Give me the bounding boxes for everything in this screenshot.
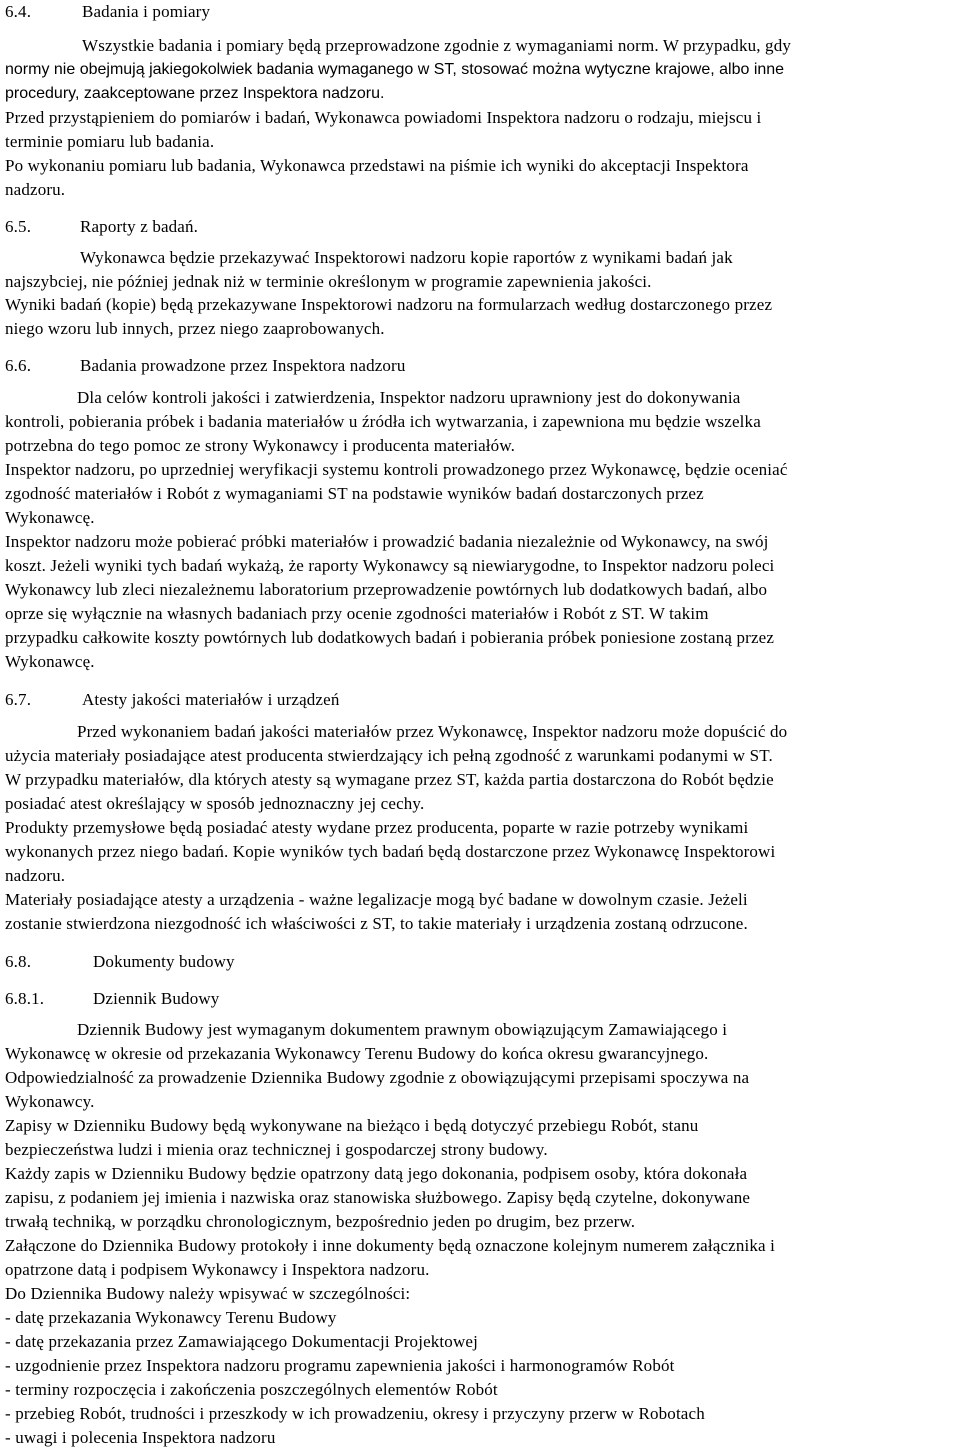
paragraph-line: potrzebna do tego pomoc ze strony Wykonawcy i producenta materiałów.: [5, 436, 516, 455]
paragraph-line: Załączone do Dziennika Budowy protokoły i inne dokumenty będą oznaczone kolejnym numerem załącznika i: [5, 1236, 775, 1255]
paragraph-line: Wykonawcę w okresie od przekazania Wykonawcy Terenu Budowy do końca okresu gwarancyjnego.: [5, 1044, 709, 1063]
section-heading: Badania i pomiary: [82, 2, 211, 21]
paragraph-line: Przed wykonaniem badań jakości materiałów przez Wykonawcę, Inspektor nadzoru może dopuścić do: [77, 722, 788, 741]
section-number: 6.5.: [5, 217, 32, 236]
section-heading: Raporty z badań.: [80, 217, 199, 236]
paragraph-line: Wszystkie badania i pomiary będą przeprowadzone zgodnie z wymaganiami norm. W przypadku, gdy: [82, 36, 791, 55]
paragraph-line: użycia materiały posiadające atest producenta stwierdzający ich pełną zgodność z warunkami podanymi w ST.: [5, 746, 773, 765]
list-item: - przebieg Robót, trudności i przeszkody w ich prowadzeniu, okresy i przyczyny przerw w Robotach: [5, 1404, 705, 1423]
section-heading: Badania prowadzone przez Inspektora nadzoru: [80, 356, 406, 375]
paragraph-line: bezpieczeństwa ludzi i mienia oraz technicznej i gospodarczej strony budowy.: [5, 1140, 548, 1159]
paragraph-line: posiadać atest określający w sposób jednoznaczny jej cechy.: [5, 794, 425, 813]
paragraph-line: Każdy zapis w Dzienniku Budowy będzie opatrzony datą jego dokonania, podpisem osoby, która dokonała: [5, 1164, 748, 1183]
paragraph-line: wykonanych przez niego badań. Kopie wyników tych badań będą dostarczone przez Wykonawcę Inspektorowi: [5, 842, 776, 861]
paragraph-line: oprze się wyłącznie na własnych badaniach przy ocenie zgodności materiałów i Robót z ST. W takim: [5, 604, 709, 623]
paragraph-line: Wykonawcę.: [5, 652, 95, 671]
paragraph-line: Materiały posiadające atesty a urządzenia - ważne legalizacje mogą być badane w dowolnym czasie. Jeżeli: [5, 890, 748, 909]
section-heading: Dziennik Budowy: [93, 989, 220, 1008]
paragraph-line: najszybciej, nie później jednak niż w terminie określonym w programie zapewnienia jakości.: [5, 272, 652, 291]
paragraph-line: normy nie obejmują jakiegokolwiek badania wymaganego w ST, stosować można wytyczne krajowe, albo inne: [5, 61, 785, 78]
paragraph-line: przypadku całkowite koszty powtórnych lub dodatkowych badań i pobierania próbek poniesione zostaną przez: [5, 628, 775, 647]
section-number: 6.7.: [5, 690, 32, 709]
paragraph-line: zostanie stwierdzona niezgodność ich właściwości z ST, to takie materiały i urządzenia zostaną odrzucone.: [5, 914, 748, 933]
paragraph-line: procedury, zaakceptowane przez Inspektora nadzoru.: [5, 85, 385, 102]
paragraph-line: zgodność materiałów i Robót z wymaganiami ST na podstawie wyników badań dostarczonych przez: [5, 484, 704, 503]
paragraph-line: Wykonawca będzie przekazywać Inspektorowi nadzoru kopie raportów z wynikami badań jak: [80, 248, 733, 267]
paragraph-line: koszt. Jeżeli wyniki tych badań wykażą, że raporty Wykonawcy są niewiarygodne, to Inspektor nadzoru poleci: [5, 556, 775, 575]
paragraph-line: Dla celów kontroli jakości i zatwierdzenia, Inspektor nadzoru uprawniony jest do dokonywania: [77, 388, 741, 407]
section-number: 6.8.: [5, 952, 32, 971]
paragraph-line: Przed przystąpieniem do pomiarów i badań, Wykonawca powiadomi Inspektora nadzoru o rodzaju, miejscu i: [5, 108, 762, 127]
paragraph-line: terminie pomiaru lub badania.: [5, 132, 215, 151]
list-item: - uzgodnienie przez Inspektora nadzoru programu zapewnienia jakości i harmonogramów Robót: [5, 1356, 675, 1375]
paragraph-line: Zapisy w Dzienniku Budowy będą wykonywane na bieżąco i będą dotyczyć przebiegu Robót, stanu: [5, 1116, 699, 1135]
paragraph-line: trwałą techniką, w porządku chronologicznym, bezpośrednio jeden po drugim, bez przerw.: [5, 1212, 636, 1231]
paragraph-line: Wykonawcy lub zleci niezależnemu laboratorium przeprowadzenie powtórnych lub dodatkowych badań, albo: [5, 580, 768, 599]
paragraph-line: Do Dziennika Budowy należy wpisywać w szczególności:: [5, 1284, 411, 1303]
paragraph-line: Inspektor nadzoru, po uprzedniej weryfikacji systemu kontroli prowadzonego przez Wykonawcę, będzie oceniać: [5, 460, 788, 479]
list-item: - datę przekazania przez Zamawiającego Dokumentacji Projektowej: [5, 1332, 478, 1351]
section-heading: Dokumenty budowy: [93, 952, 235, 971]
list-item: - terminy rozpoczęcia i zakończenia poszczególnych elementów Robót: [5, 1380, 498, 1399]
section-number: 6.6.: [5, 356, 32, 375]
list-item: - datę przekazania Wykonawcy Terenu Budowy: [5, 1308, 337, 1327]
paragraph-line: Produkty przemysłowe będą posiadać atesty wydane przez producenta, poparte w razie potrzeby wynikami: [5, 818, 749, 837]
paragraph-line: niego wzoru lub innych, przez niego zaaprobowanych.: [5, 319, 385, 338]
paragraph-line: nadzoru.: [5, 180, 66, 199]
paragraph-line: Inspektor nadzoru może pobierać próbki materiałów i prowadzić badania niezależnie od Wykonawcy, na swój: [5, 532, 769, 551]
paragraph-line: Wykonawcę.: [5, 508, 95, 527]
paragraph-line: zapisu, z podaniem jej imienia i nazwiska oraz stanowiska służbowego. Zapisy będą czytelne, dokonywane: [5, 1188, 751, 1207]
paragraph-line: W przypadku materiałów, dla których atesty są wymagane przez ST, każda partia dostarczona do Robót będzie: [5, 770, 774, 789]
paragraph-line: Odpowiedzialność za prowadzenie Dziennika Budowy zgodnie z obowiązującymi przepisami spoczywa na: [5, 1068, 750, 1087]
paragraph-line: Po wykonaniu pomiaru lub badania, Wykonawca przedstawi na piśmie ich wyniki do akceptacji Inspektora: [5, 156, 749, 175]
paragraph-line: opatrzone datą i podpisem Wykonawcy i Inspektora nadzoru.: [5, 1260, 430, 1279]
paragraph-line: Wyniki badań (kopie) będą przekazywane Inspektorowi nadzoru na formularzach według dostarczonego przez: [5, 295, 773, 314]
section-number: 6.4.: [5, 2, 32, 21]
paragraph-line: Wykonawcy.: [5, 1092, 95, 1111]
list-item: - uwagi i polecenia Inspektora nadzoru: [5, 1428, 276, 1447]
paragraph-line: nadzoru.: [5, 866, 66, 885]
section-heading: Atesty jakości materiałów i urządzeń: [82, 690, 340, 709]
paragraph-line: kontroli, pobierania próbek i badania materiałów u źródła ich wytwarzania, i zapewniona mu będzie wszelka: [5, 412, 761, 431]
section-number: 6.8.1.: [5, 989, 45, 1008]
paragraph-line: Dziennik Budowy jest wymaganym dokumentem prawnym obowiązującym Zamawiającego i: [77, 1020, 728, 1039]
